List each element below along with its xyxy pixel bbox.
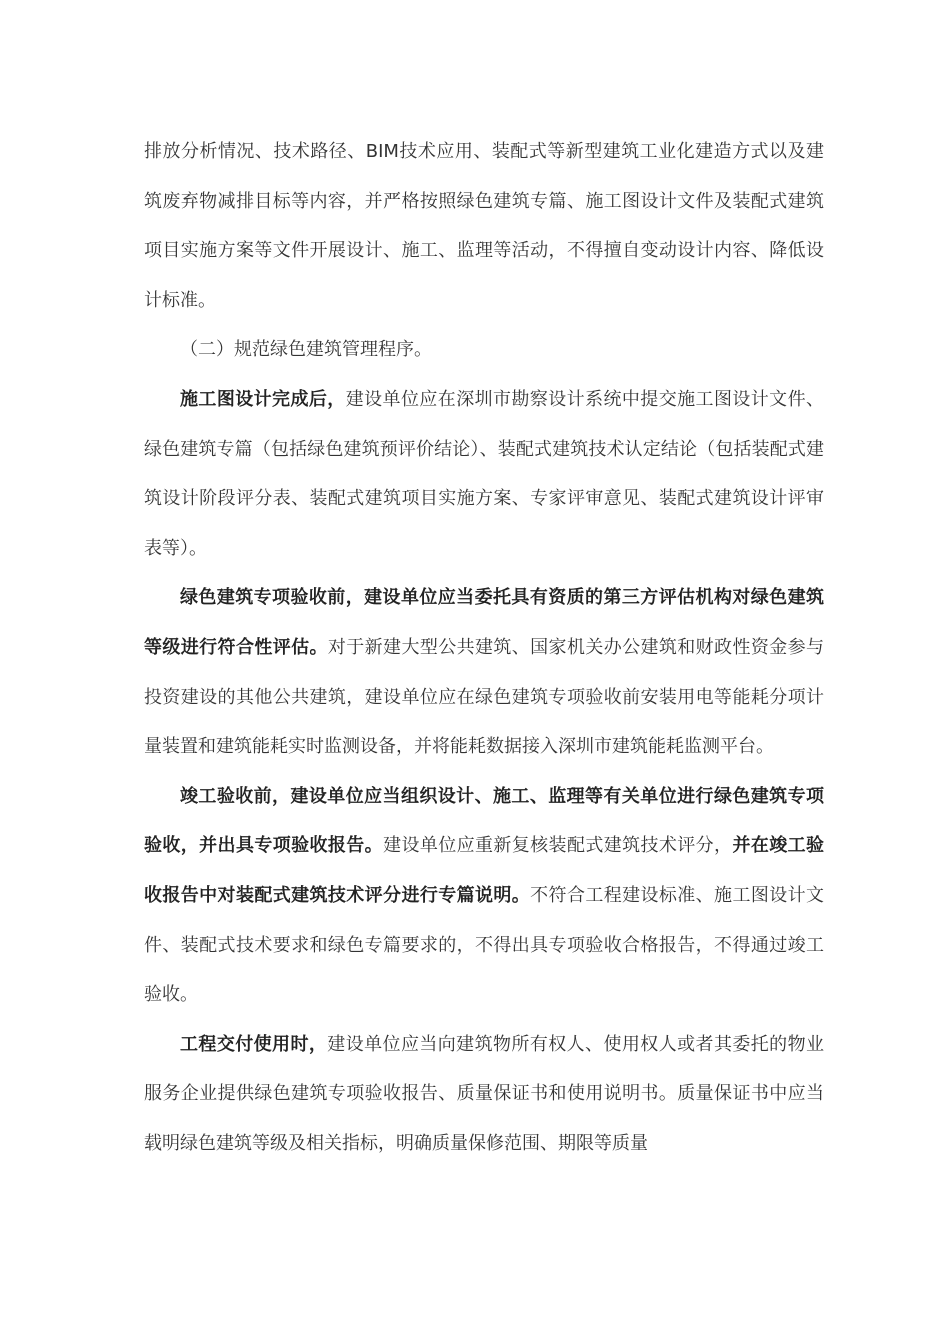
paragraph-1: [144, 127, 824, 325]
paragraph-4-bold-lead: 绿色建筑专项验收前，建设单位应当委托具有资质的第三方评估机构对绿色建筑等级进行符合性评估。: [144, 587, 824, 658]
paragraph-6-text: 建设单位应当向建筑物所有权人、使用权人或者其委托的物业服务企业提供绿色建筑专项验收报告、质量保证书和使用说明书。质量保证书中应当载明绿色建筑等级及相关指标，明确质量保修范围、期限等质量: [144, 1033, 824, 1154]
paragraph-5-bold-middle: 并在竣工验收报告中对装配式建筑技术评分进行专篇说明。: [144, 835, 825, 906]
paragraph-6-bold-lead: 工程交付使用时，: [180, 1033, 328, 1055]
paragraph-5-bold-lead: 竣工验收前，建设单位应当组织设计、施工、监理等有关单位进行绿色建筑专项验收，并出具专项验收报告。: [144, 785, 824, 857]
document-body: [144, 127, 824, 1168]
paragraph-4: [144, 573, 824, 771]
paragraph-6: [144, 1020, 824, 1169]
paragraph-5-text-end: 不符合工程建设标准、施工图设计文件、装配式技术要求和绿色专篇要求的，不得出具专项验收合格报告，不得通过竣工验收。: [144, 884, 825, 1006]
section-heading-text: （二）规范绿色建筑管理程序。: [180, 339, 432, 361]
section-heading: [144, 325, 824, 375]
paragraph-5-text: 建设单位应重新复核装配式建筑技术评分，: [383, 835, 733, 857]
paragraph-1-text: 排放分析情况、技术路径、BIM技术应用、装配式等新型建筑工业化建造方式以及建筑废弃物减排目标等内容，并严格按照绿色建筑专篇、施工图设计文件及装配式建筑项目实施方案等文件开展设计、施工、监理等活动，不得擅自变动设计内容、降低设计标准。: [144, 141, 824, 311]
paragraph-3-bold-lead: 施工图设计完成后，: [180, 388, 346, 410]
paragraph-5: [144, 772, 824, 1020]
paragraph-3-text: 建设单位应在深圳市勘察设计系统中提交施工图设计文件、绿色建筑专篇（包括绿色建筑预评价结论）、装配式建筑技术认定结论（包括装配式建筑设计阶段评分表、装配式建筑项目实施方案、专家评审意见、装配式建筑设计评审表等）。: [144, 388, 825, 559]
paragraph-3: [144, 375, 824, 573]
paragraph-4-text: 对于新建大型公共建筑、国家机关办公建筑和财政性资金参与投资建设的其他公共建筑，建设单位应在绿色建筑专项验收前安装用电等能耗分项计量装置和建筑能耗实时监测设备，并将能耗数据接入深圳市建筑能耗监测平台。: [144, 636, 824, 758]
